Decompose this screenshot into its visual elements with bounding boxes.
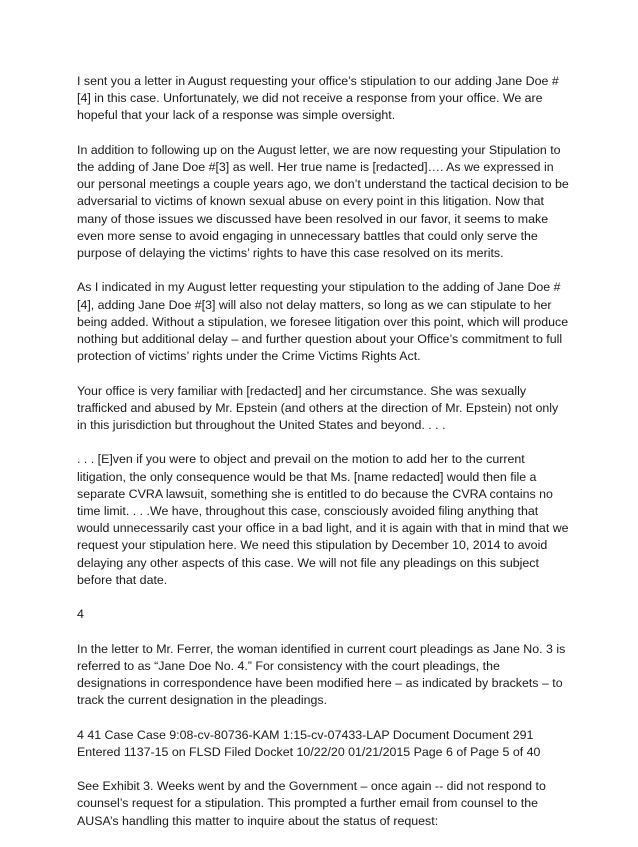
footnote-text: In the letter to Mr. Ferrer, the woman identified in current court pleadings as Jane No. 3 is referred to as “Jane Doe No. 4.” For consistency with the court pleadings, the designations in correspondence have been modified here – as indicated by brackets – to track the current designation in the pleadings. <box>77 641 566 708</box>
footnote-number: 4 <box>77 607 84 622</box>
letter-paragraph: Your office is very familiar with [redacted] and her circumstance. She was sexually trafficked and abused by Mr. Epstein (and others at the direction of Mr. Epstein) not only in this jurisdiction but throughout the United States and beyond. . . . <box>77 383 559 433</box>
letter-paragraph: . . . [E]ven if you were to object and prevail on the motion to add her to the current litigation, the only consequence would be that Ms. [name redacted] would then file a separate CVRA lawsuit, something she is entitled to do because the CVRA contains no time limit. . . .We have, throughout this case, consciously avoided filing anything that would unnecessarily cast your office in a bad light, and it is again with that in mind that we request your stipulation here. We need this stipulation by December 10, 2014 to avoid delaying any other aspects of this case. We will not file any pleadings on this subject before that date. <box>77 452 569 587</box>
case-header-line: 4 41 Case Case 9:08-cv-80736-KAM 1:15-cv-07433-LAP Document Document 291 Entered 1137-15 on FLSD Filed Docket 10/22/20 01/21/2015 Page 6 of Page 5 of 40 <box>77 727 541 759</box>
closing-paragraph: See Exhibit 3. Weeks went by and the Government – once again -- did not respond to counsel’s request for a stipulation. This prompted a further email from counsel to the AUSA’s handling this matter to inquire about the status of request: <box>77 779 546 828</box>
document-page <box>77 73 569 847</box>
letter-paragraph: As I indicated in my August letter requesting your stipulation to the adding of Jane Doe #[4], adding Jane Doe #[3] will also not delay matters, so long as we can stipulate to her being added. Without a stipulation, we foresee litigation over this point, which will produce nothing but additional delay – and further question about your Office’s commitment to full protection of victims’ rights under the Crime Victims Rights Act. <box>77 280 569 364</box>
letter-paragraph: In addition to following up on the August letter, we are now requesting your Stipulation to the adding of Jane Doe #[3] as well. Her true name is [redacted]…. As we expressed in our personal meetings a couple years ago, we don’t understand the tactical decision to be adversarial to victims of known sexual abuse on every point in this litigation. Now that many of those issues we discussed have been resolved in our favor, it seems to make even more sense to avoid engaging in unnecessary battles that could only serve the purpose of delaying the victims’ rights to have this case resolved on its merits. <box>77 142 569 261</box>
letter-paragraph: I sent you a letter in August requesting your office’s stipulation to our adding Jane Doe #[4] in this case. Unfortunately, we did not receive a response from your office. We are hopeful that your lack of a response was simple oversight. <box>77 74 559 123</box>
